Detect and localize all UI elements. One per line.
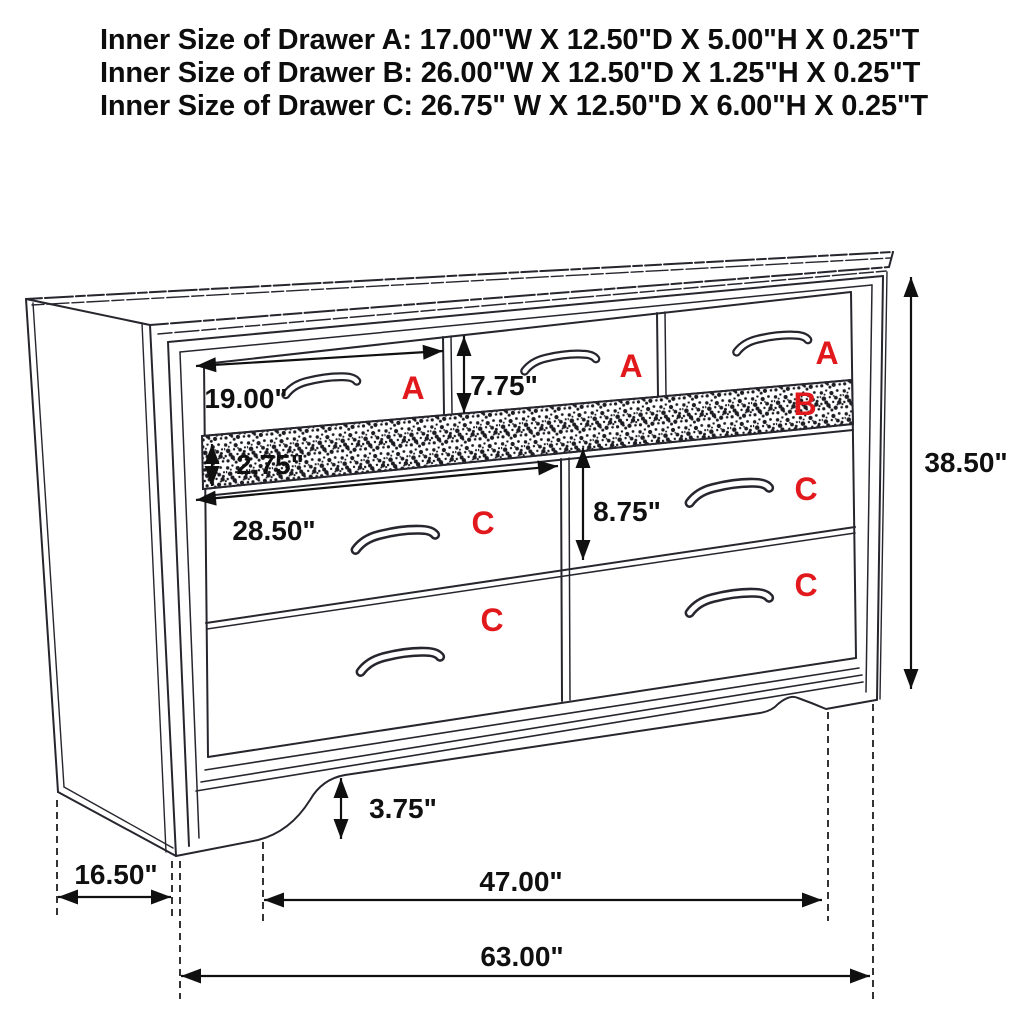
drawer-c2-left-label: C	[480, 602, 504, 638]
dim-label-overall-height: 38.50"	[924, 447, 1008, 478]
drawer-c1-left-label: C	[471, 505, 495, 541]
a1-a2-separator-2	[451, 336, 452, 413]
drawer-c1-right-label: C	[794, 471, 818, 507]
inner-size-line-b: Inner Size of Drawer B: 26.00"W X 12.50"D X 1.25"H X 0.25"T	[100, 57, 921, 89]
dim-label-base-height: 3.75"	[369, 793, 437, 824]
drawer-c2-right-label: C	[794, 567, 818, 603]
dim-label-overall-width: 63.00"	[480, 941, 564, 972]
a2-a3-separator	[657, 313, 658, 396]
c-center-separator	[561, 459, 562, 701]
inner-size-line-a: Inner Size of Drawer A: 17.00"W X 12.50"D X 5.00"H X 0.25"T	[100, 24, 920, 56]
a1-a2-separator	[443, 337, 444, 414]
band-b-label: B	[793, 386, 817, 422]
dim-label-drawer-a-width: 19.00"	[204, 383, 288, 414]
drawer-a3-label: A	[815, 335, 839, 371]
dim-label-drawer-a-height: 7.75"	[470, 370, 538, 401]
a2-a3-separator-2	[665, 312, 666, 395]
dim-label-side-depth: 16.50"	[74, 859, 158, 890]
inner-size-line-c: Inner Size of Drawer C: 26.75" W X 12.50"D X 6.00"H X 0.25"T	[100, 90, 928, 122]
dim-label-band-height: 2.75"	[236, 449, 304, 480]
front-face	[150, 267, 889, 856]
drawer-a2-label: A	[619, 348, 643, 384]
dim-label-drawer-c-width: 28.50"	[232, 515, 316, 546]
c-center-separator-2	[569, 458, 570, 700]
dim-label-drawer-c-height: 8.75"	[593, 496, 661, 527]
drawer-a1-label: A	[401, 370, 425, 406]
dim-label-inner-span: 47.00"	[479, 866, 563, 897]
